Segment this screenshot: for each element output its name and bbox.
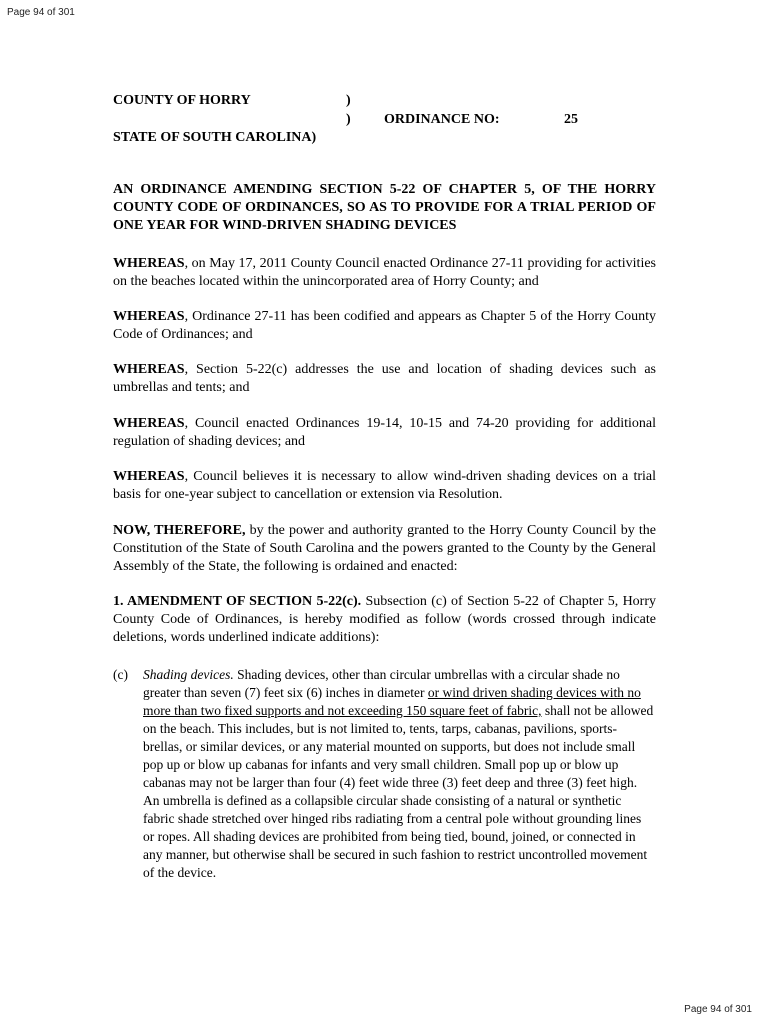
- whereas-text: , on May 17, 2011 County Council enacted Ordinance 27-11 providing for activities on the beaches located within the unincorporated area of Horry County; and: [113, 256, 656, 289]
- whereas-paragraph: [113, 255, 656, 291]
- whereas-paragraph: [113, 415, 656, 451]
- subsection-text-a: Shading devices, other than circular umbrellas with a circular shade no greater than seven (7) feet six (6) inches in diameter: [143, 667, 620, 700]
- whereas-text: , Council believes it is necessary to allow wind-driven shading devices on a trial basis for one-year subject to cancellation or extension via Resolution.: [113, 469, 656, 502]
- now-therefore-text: by the power and authority granted to the Horry County Council by the Constitution of the State of South Carolina and the powers granted to the County by the General Assembly of the State, the following is ordained and enacted:: [113, 523, 656, 574]
- page-counter-bottom: Page 94 of 301: [684, 1004, 752, 1015]
- amendment-lead: 1. AMENDMENT OF SECTION 5-22(c).: [113, 594, 362, 609]
- amendment-text: Subsection (c) of Section 5-22 of Chapter 5, Horry County Code of Ordinances, is hereby modified as follow (words crossed through indicate deletions, words underlined indicate additions):: [113, 594, 657, 645]
- whereas-paragraph: [113, 361, 656, 397]
- county-caption: COUNTY OF HORRY: [113, 93, 251, 108]
- subsection-text-b: shall not be allowed on the beach. This includes, but is not limited to, tents, tarps, cabanas, pavilions, sports-brellas, or similar devices, or any material mounted on supports, but does not include small pop up or blow up cabanas for infants and very small children. Small pop up or blow up cabanas may not be larger than four (4) feet wide three (3) feet deep and three (3) feet high. An umbrella is defined as a collapsible circular shade consisting of a natural or synthetic fabric shade stretched over hinged ribs radiating from a central pole without grounding lines or ropes. All shading devices are prohibited from being tied, bound, joined, or connected in any manner, but otherwise shall be secured in such fashion to restrict uncontrolled movement of the device.: [143, 703, 654, 880]
- whereas-text: , Council enacted Ordinances 19-14, 10-15 and 74-20 providing for additional regulation of shading devices; and: [113, 416, 656, 449]
- amendment-paragraph: [113, 593, 656, 647]
- whereas-lead: WHEREAS: [113, 416, 185, 431]
- whereas-lead: WHEREAS: [113, 469, 185, 484]
- whereas-paragraph: [113, 468, 656, 504]
- now-therefore-paragraph: [113, 522, 656, 576]
- caption-bracket-1: ): [346, 93, 351, 108]
- subsection-heading: Shading devices.: [143, 667, 234, 682]
- subsection-label: (c): [113, 667, 128, 682]
- page-counter-top: Page 94 of 301: [7, 7, 75, 18]
- whereas-lead: WHEREAS: [113, 309, 185, 324]
- state-caption: STATE OF SOUTH CAROLINA): [113, 130, 317, 145]
- whereas-paragraph: [113, 308, 656, 344]
- whereas-lead: WHEREAS: [113, 362, 185, 377]
- whereas-text: , Ordinance 27-11 has been codified and appears as Chapter 5 of the Horry County Code of Ordinances; and: [113, 309, 656, 342]
- whereas-text: , Section 5-22(c) addresses the use and location of shading devices such as umbrellas and tents; and: [113, 362, 656, 395]
- subsection-added-text: or wind driven shading devices with no more than two fixed supports and not exceeding 150 square feet of fabric,: [143, 685, 641, 718]
- ordinance-number-label: ORDINANCE NO:: [384, 112, 500, 127]
- ordinance-title: AN ORDINANCE AMENDING SECTION 5-22 OF CHAPTER 5, OF THE HORRY COUNTY CODE OF ORDINANCES, SO AS TO PROVIDE FOR A TRIAL PERIOD OF ONE YEAR FOR WIND-DRIVEN SHADING DEVICES: [113, 182, 656, 233]
- caption-bracket-2: ): [346, 112, 351, 127]
- now-therefore-lead: NOW, THEREFORE,: [113, 523, 246, 538]
- ordinance-number: 25: [564, 112, 578, 127]
- whereas-lead: WHEREAS: [113, 256, 185, 271]
- subsection-body: [143, 666, 655, 882]
